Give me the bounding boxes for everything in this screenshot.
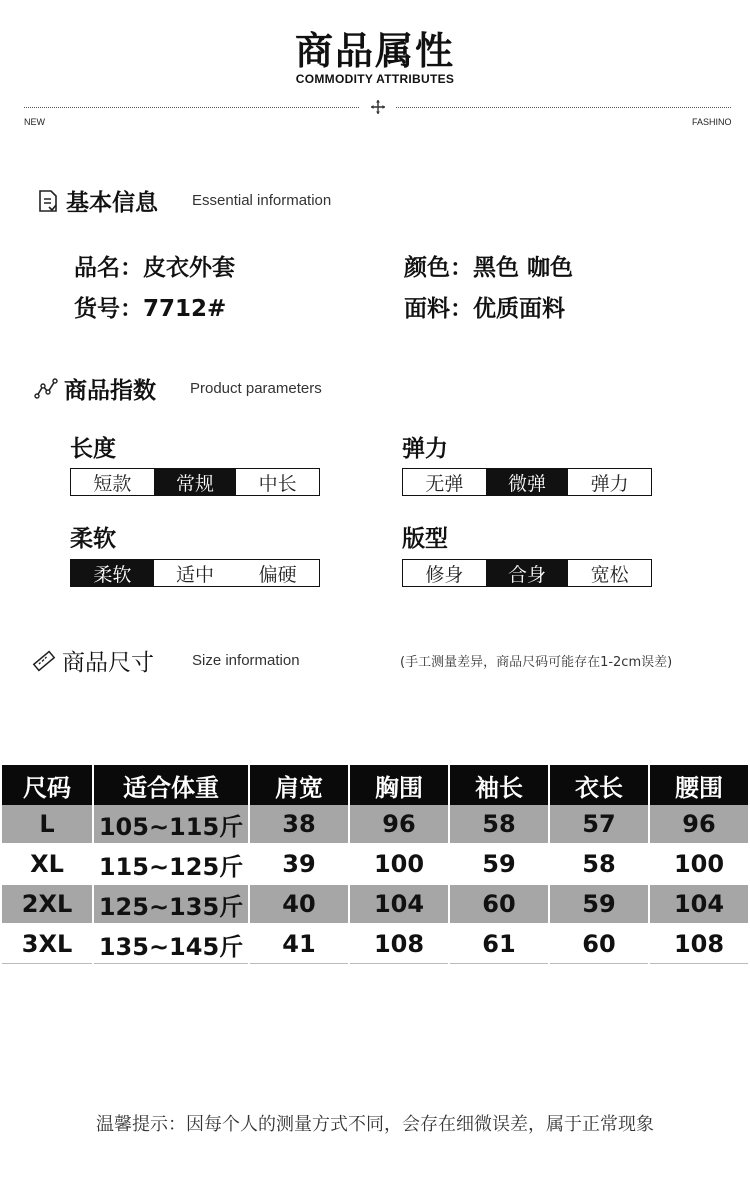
line-chart-icon: [34, 377, 58, 401]
param-softness-scale: [70, 559, 320, 587]
size-table-header: [2, 765, 748, 805]
table-cell: 59: [550, 885, 648, 925]
param-length-option-selected: 常规: [154, 469, 237, 495]
table-cell: XL: [2, 845, 92, 885]
product-color: 颜色：黑色 咖色: [404, 255, 574, 281]
header-cell: 衣长: [550, 765, 648, 805]
section-size-subtitle: Size information: [192, 652, 300, 669]
section-size-header: [32, 644, 300, 677]
param-fit-label: 版型: [402, 526, 448, 552]
page-title: 商品属性: [294, 29, 455, 73]
divider-left: [24, 107, 359, 108]
param-length-option: 短款: [93, 472, 132, 495]
crosshair-icon: [370, 99, 386, 115]
table-cell: 104: [350, 885, 448, 925]
table-row: [2, 845, 748, 885]
section-basic-title: 基本信息: [66, 190, 158, 216]
param-fit-option: 修身: [425, 563, 464, 586]
param-softness-option: 偏硬: [258, 563, 297, 586]
table-cell: L: [2, 805, 92, 845]
section-params-title: 商品指数: [64, 378, 156, 404]
table-cell: 38: [250, 805, 348, 845]
header-cell: 袖长: [450, 765, 548, 805]
param-elasticity-option: 无弹: [425, 472, 464, 495]
table-cell: 3XL: [2, 925, 92, 964]
table-cell: 39: [250, 845, 348, 885]
table-row: [2, 925, 748, 964]
table-cell: 96: [650, 805, 748, 845]
product-fabric: 面料：优质面料: [404, 296, 565, 322]
table-cell: 58: [450, 805, 548, 845]
product-name: 品名：皮衣外套: [74, 255, 235, 281]
param-softness-option: 适中: [176, 563, 215, 586]
param-elasticity-label: 弹力: [402, 436, 448, 462]
table-cell: 57: [550, 805, 648, 845]
param-length-option: 中长: [258, 472, 297, 495]
page-subtitle: COMMODITY ATTRIBUTES: [295, 72, 455, 86]
product-code: 货号：7712#: [74, 296, 227, 322]
table-cell: 59: [450, 845, 548, 885]
param-length-scale: [70, 468, 320, 496]
header-cell: 肩宽: [250, 765, 348, 805]
section-basic-header: [36, 184, 331, 217]
table-cell: 96: [350, 805, 448, 845]
param-elasticity-option: 弹力: [590, 472, 629, 495]
table-cell: 40: [250, 885, 348, 925]
table-cell: 125~135斤: [94, 885, 248, 925]
param-softness-option-selected: 柔软: [71, 560, 154, 586]
param-fit-option-selected: 合身: [486, 560, 569, 586]
table-cell: 105~115斤: [94, 805, 248, 845]
header-cell: 尺码: [2, 765, 92, 805]
section-basic-subtitle: Essential information: [192, 192, 332, 209]
footer-tip: 温馨提示：因每个人的测量方式不同，会存在细微误差，属于正常现象: [96, 1114, 654, 1135]
size-note: (手工测量差异，商品尺码可能存在1-2cm误差): [400, 655, 673, 670]
param-elasticity-option-selected: 微弹: [486, 469, 569, 495]
divider-right: [396, 107, 731, 108]
table-cell: 60: [450, 885, 548, 925]
table-row: [2, 805, 748, 845]
header-cell: 胸围: [350, 765, 448, 805]
table-cell: 100: [650, 845, 748, 885]
param-softness-label: 柔软: [70, 526, 116, 552]
table-cell: 108: [350, 925, 448, 964]
table-cell: 41: [250, 925, 348, 964]
header-cell: 适合体重: [94, 765, 248, 805]
header-cell: 腰围: [650, 765, 748, 805]
param-elasticity-scale: [402, 468, 652, 496]
table-cell: 115~125斤: [94, 845, 248, 885]
table-cell: 2XL: [2, 885, 92, 925]
table-cell: 58: [550, 845, 648, 885]
size-table: [0, 765, 750, 964]
ruler-icon: [32, 649, 56, 673]
table-row: [2, 885, 748, 925]
table-cell: 100: [350, 845, 448, 885]
tag-new: NEW: [24, 117, 45, 127]
table-cell: 61: [450, 925, 548, 964]
param-fit-option: 宽松: [590, 563, 629, 586]
section-size-title: 商品尺寸: [62, 650, 154, 676]
section-params-header: [34, 372, 322, 405]
table-cell: 135~145斤: [94, 925, 248, 964]
document-icon: [36, 189, 60, 213]
table-cell: 60: [550, 925, 648, 964]
tag-fashino: FASHINO: [692, 117, 732, 127]
param-length-label: 长度: [70, 436, 116, 462]
table-cell: 108: [650, 925, 748, 964]
param-fit-scale: [402, 559, 652, 587]
table-cell: 104: [650, 885, 748, 925]
section-params-subtitle: Product parameters: [190, 380, 322, 397]
